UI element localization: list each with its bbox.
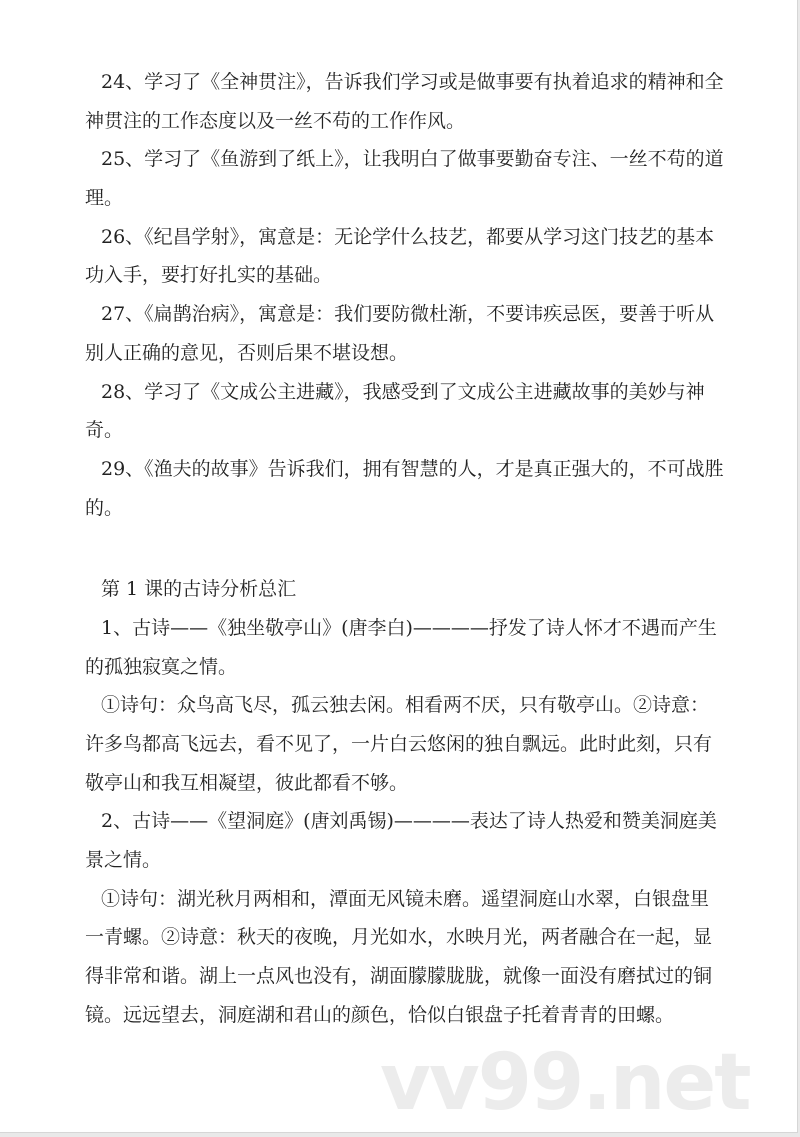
text-line: 理。: [85, 187, 124, 210]
text-line: ①诗句：湖光秋月两相和，潭面无风镜未磨。遥望洞庭山水翠，白银盘里: [101, 887, 710, 910]
text-line: 2、古诗——《望洞庭》(唐刘禹锡)————表达了诗人热爱和赞美洞庭美: [101, 810, 717, 833]
text-line: ①诗句：众鸟高飞尽，孤云独去闲。相看两不厌，只有敬亭山。②诗意：: [101, 694, 710, 717]
text-line: 一青螺。②诗意：秋天的夜晚，月光如水，水映月光，两者融合在一起，显: [85, 926, 713, 949]
item-29: [85, 450, 725, 527]
text-line: 景之情。: [85, 849, 162, 872]
text-line: 24、学习了《全神贯注》，告诉我们学习或是做事要有执着追求的精神和全: [101, 71, 724, 93]
item-24: [85, 63, 725, 140]
watermark: vv99.net: [380, 1038, 750, 1128]
text-line: 敬亭山和我互相凝望，彼此都看不够。: [85, 771, 409, 794]
text-line: 1、古诗——《独坐敬亭山》(唐李白)————抒发了诗人怀才不遇而产生: [101, 616, 717, 639]
text-line: 28、学习了《文成公主进藏》，我感受到了文成公主进藏故事的美妙与神: [101, 380, 705, 403]
text-line: 神贯注的工作态度以及一丝不苟的工作作风。: [85, 109, 466, 132]
text-line: 25、学习了《鱼游到了纸上》，让我明白了做事要勤奋专注、一丝不苟的道: [101, 148, 724, 171]
item-28: [85, 373, 725, 450]
text-line: 得非常和谐。湖上一点风也没有，湖面朦朦胧胧，就像一面没有磨拭过的铜: [85, 965, 713, 988]
poem-1-intro: [85, 609, 725, 686]
text-line: 奇。: [85, 419, 124, 442]
text-line: 的。: [85, 496, 124, 519]
poem-2-analysis: [85, 880, 725, 1035]
text-line: 27、《扁鹊治病》，寓意是：我们要防微杜渐，不要讳疾忌医，要善于听从: [101, 303, 715, 326]
item-25: [85, 140, 725, 217]
section-heading: 第 1 课的古诗分析总汇: [101, 578, 297, 601]
poem-2-intro: [85, 802, 725, 879]
text-line: 的孤独寂寞之情。: [85, 655, 238, 678]
item-27: [85, 295, 725, 372]
text-line: 镜。远远望去，洞庭湖和君山的颜色，恰似白银盘子托着青青的田螺。: [85, 1003, 675, 1026]
text-line: 29、《渔夫的故事》告诉我们，拥有智慧的人，才是真正强大的，不可战胜: [101, 457, 724, 480]
item-26: [85, 218, 725, 295]
poem-1-analysis: [85, 686, 725, 802]
document-body: [85, 63, 725, 1035]
text-line: 许多鸟都高飞远去，看不见了，一片白云悠闲的独自飘远。此时此刻，只有: [85, 733, 713, 755]
text-line: 26、《纪昌学射》，寓意是：无论学什么技艺，都要从学习这门技艺的基本: [101, 225, 715, 248]
text-line: 功入手，要打好扎实的基础。: [85, 264, 333, 287]
text-line: 别人正确的意见，否则后果不堪设想。: [85, 341, 409, 364]
